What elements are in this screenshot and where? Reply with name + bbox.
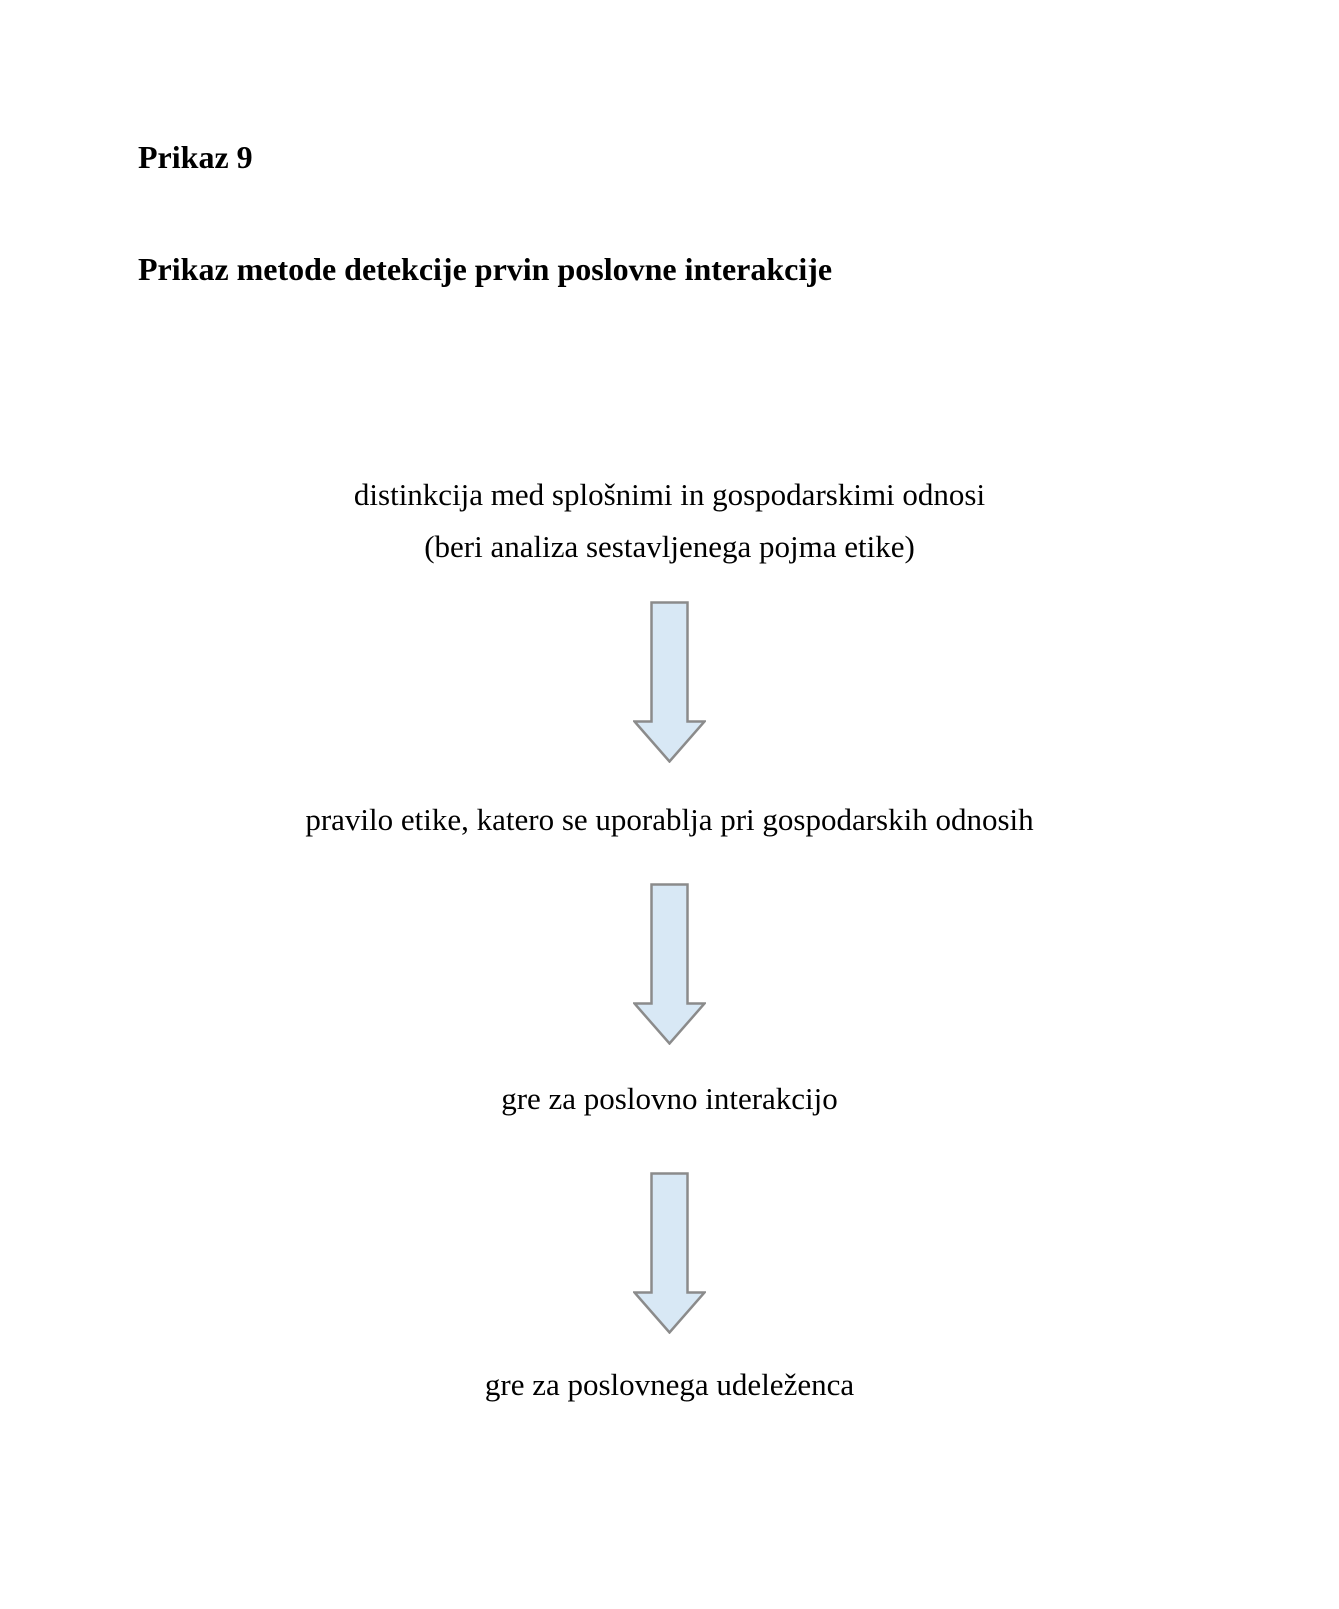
figure-title: Prikaz metode detekcije prvin poslovne interakcije	[138, 251, 833, 287]
flow-step-3-line-1: gre za poslovno interakcijo	[501, 1081, 838, 1116]
flow-step-3	[0, 1073, 1339, 1125]
flow-step-1-line-2: (beri analiza sestavljenega pojma etike)	[424, 529, 915, 564]
flow-step-4-line-1: gre za poslovnega udeleženca	[484, 1367, 855, 1402]
down-block-arrow-icon	[633, 883, 706, 1045]
flow-step-2	[0, 794, 1339, 846]
down-block-arrow-icon	[633, 1172, 706, 1334]
down-block-arrow-icon	[633, 601, 706, 763]
figure-label: Prikaz 9	[138, 139, 253, 175]
flow-step-1-line-1: distinkcija med splošnimi in gospodarskimi odnosi	[353, 477, 986, 512]
flow-step-2-line-1: pravilo etike, katero se uporablja pri gospodarskih odnosih	[305, 802, 1034, 837]
flow-step-4	[0, 1359, 1339, 1411]
flow-step-1	[0, 469, 1339, 573]
